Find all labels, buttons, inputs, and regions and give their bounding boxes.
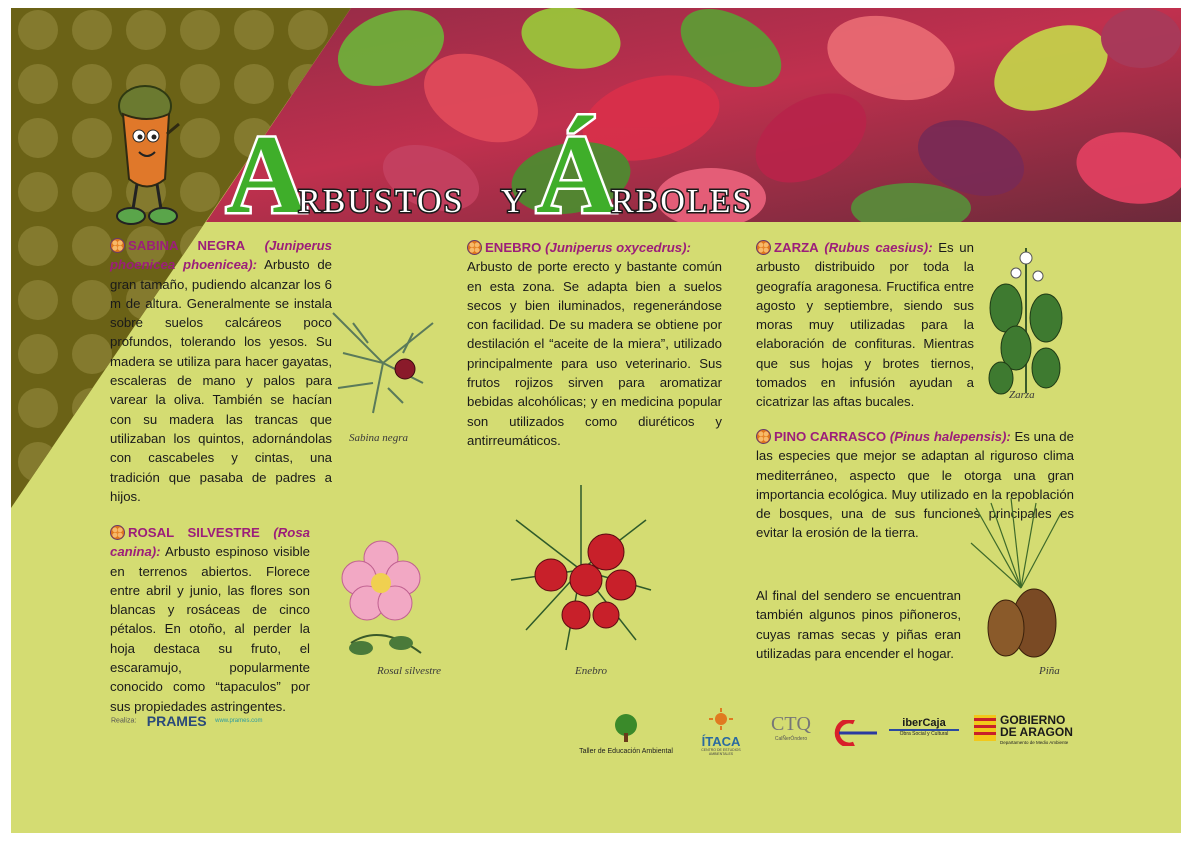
enebro-latin: (Juniperus oxycedrus): xyxy=(545,240,691,255)
ibercaja-logo xyxy=(889,717,959,747)
sabina-text: Arbusto de gran tamaño, pudiendo alcanzar los 6 m de altura. Generalmente se instala sobre suelos calcáreos poco profundos, tolerando los yesos. Su madera se utiliza para hacer gayatas, escaleras de mano y palos para varear la oliva. También se hacían con su madera las trancas que utilizaban los quintos, adornándolas con cascabeles y cintas, una tradición que pasaba de padres a hijos. xyxy=(110,257,332,504)
zarza-latin: (Rubus caesius): xyxy=(824,240,933,255)
bullet-icon xyxy=(756,240,771,255)
title-word-arboles: RBOLES xyxy=(611,183,754,220)
pino-text: Es una de las especies que mejor se adaptan al riguroso clima mediterráneo, aspecto que le otorga una gran importancia ecológica. Muy utilizado en la repoblación de bosques, una de sus funciones principales es evitar la erosión de la tierra. xyxy=(756,429,1074,541)
pino-latin: (Pinus halepensis): xyxy=(889,429,1011,444)
title-word-arbustos: RBUSTOS xyxy=(298,183,465,220)
zarza-illustration xyxy=(976,238,1076,398)
enebro-illustration xyxy=(506,480,656,655)
ctq-logo xyxy=(761,713,821,758)
gobierno-sub: Departamento de Medio Ambiente xyxy=(1000,740,1069,745)
title-initial-a-accent: Á xyxy=(536,113,617,234)
page-title xyxy=(206,104,826,234)
sun-icon xyxy=(709,708,733,730)
ctq-label: CTQ xyxy=(771,713,811,735)
realiza-label: Realiza: xyxy=(111,717,137,725)
rose-illustration xyxy=(331,533,431,668)
bullet-icon xyxy=(756,429,771,444)
rosal-caption: Rosal silvestre xyxy=(377,665,442,677)
acorn-mascot xyxy=(107,84,187,229)
zarza-text: Es un arbusto distribuido por toda la geografía aragonesa. Fructifica entre agosto y septiembre, siendo sus moras muy utilizadas para la elaboración de confituras. Mientras que sus hojas y brotes tiernos, tomados en infusión ayudan a cicatrizar las aftas bucales. xyxy=(756,240,974,410)
itaca-logo xyxy=(691,708,751,758)
prames-url: www.prames.com xyxy=(215,717,263,724)
sabina-heading: SABINA NEGRA xyxy=(128,238,246,253)
section-pino-extra xyxy=(756,586,961,663)
pino-caption: Piña xyxy=(1039,665,1060,677)
tree-icon xyxy=(609,713,643,743)
section-sabina xyxy=(110,236,332,506)
pino-text-2: Al final del sendero se encuentran también algunos pinos piñoneros, cuyas ramas secas y piñas eran utilizadas para encender el hogar. xyxy=(756,588,961,661)
zarza-heading: ZARZA xyxy=(774,240,819,255)
title-connector: Y xyxy=(501,183,526,220)
ctq-sub: CalÑerÓndero xyxy=(774,736,808,742)
ibercaja-label: iberCaja xyxy=(889,717,959,731)
section-zarza xyxy=(756,238,974,412)
footer-credit xyxy=(111,712,262,732)
red-logo-icon xyxy=(829,720,879,746)
section-enebro xyxy=(467,238,722,450)
sabina-latin: (Juniperus phoenicea phoenicea): xyxy=(110,238,332,273)
pine-cone-illustration xyxy=(966,498,1081,668)
title-initial-a: A xyxy=(226,113,307,234)
rosal-latin: (Rosa canina): xyxy=(110,525,310,560)
enebro-heading: ENEBRO xyxy=(485,240,542,255)
sabina-illustration xyxy=(323,293,448,438)
gobierno-label-1: GOBIERNO xyxy=(1000,713,1066,727)
itaca-label: ÍTACA xyxy=(701,734,741,749)
enebro-caption: Enebro xyxy=(575,665,607,677)
rosal-heading: ROSAL SILVESTRE xyxy=(128,525,260,540)
gobierno-logo xyxy=(974,714,1094,754)
rosal-text: Arbusto espinoso visible en terrenos abiertos. Florece entre abril y junio, las flores son blancas y rosáceas de cinco pétalos. En otoño, al perder la hoja destaca su fruto, el escaramujo, popularmente conocido como “tapaculos” por sus propiedades astringentes. xyxy=(110,544,311,714)
bullet-icon xyxy=(110,238,125,253)
bullet-icon xyxy=(467,240,482,255)
aragon-flag-icon xyxy=(974,715,996,741)
taller-label: Taller de Educación Ambiental xyxy=(579,748,673,755)
sabina-caption: Sabina negra xyxy=(349,432,408,444)
itaca-sub: CENTRO DE ESTUDIOS AMBIENTALES xyxy=(701,748,741,756)
enebro-text: Arbusto de porte erecto y bastante común en esta zona. Se adapta bien a suelos secos y bien iluminados, regenerándose con facilidad. De su madera se obtiene por destilación el “aceite de la miera”, utilizado principalmente para uso veterinario. Sus frutos rojizos sirven para aromatizar bebidas alcohólicas; y en medicina popular son utilizados como diuréticos y antirreumáticos. xyxy=(467,259,722,448)
prames-logo: PRAMES xyxy=(146,712,207,729)
ibercaja-sub: Obra Social y Cultural xyxy=(899,731,949,737)
gobierno-label-2: DE ARAGON xyxy=(1000,725,1073,739)
taller-logo xyxy=(571,713,681,758)
zarza-caption: Zarza xyxy=(1009,389,1035,401)
bullet-icon xyxy=(110,525,125,540)
poster-panel xyxy=(11,8,1181,833)
pino-heading: PINO CARRASCO xyxy=(774,429,887,444)
section-rosal xyxy=(110,523,310,716)
